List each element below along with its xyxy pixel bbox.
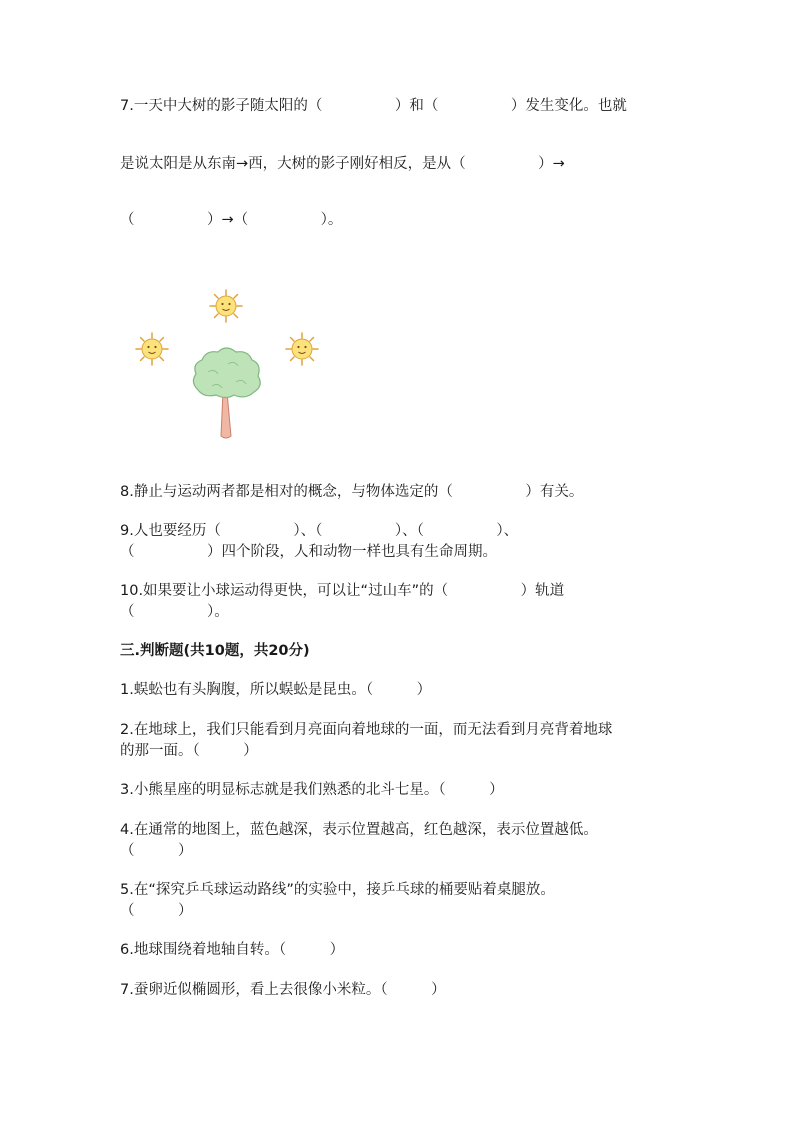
q9-line-2: （ ）四个阶段，人和动物一样也具有生命周期。 [120, 544, 497, 560]
sun-icon-right [286, 333, 318, 365]
judgement-1: 1.蜈蚣也有头胸腹，所以蜈蚣是昆虫。（ ） [120, 682, 432, 698]
q7-line-3: （ ）→（ ）。 [120, 212, 343, 228]
sun-icon-left [136, 333, 168, 365]
q7-line-1: 7.一天中大树的影子随太阳的（ ）和（ ）发生变化。也就 [120, 98, 627, 114]
q10-line-1: 10.如果要让小球运动得更快，可以让“过山车”的（ ）轨道 [120, 583, 565, 599]
sun-tree-illustration [128, 282, 328, 447]
judgement-5-line-2: （ ） [120, 903, 193, 919]
judgement-5-line-1: 5.在“探究乒乓球运动路线”的实验中，接乒乓球的桶要贴着桌腿放。 [120, 882, 555, 898]
judgement-3: 3.小熊星座的明显标志就是我们熟悉的北斗七星。（ ） [120, 782, 504, 798]
judgement-2-line-2: 的那一面。（ ） [120, 743, 258, 759]
tree-icon [193, 348, 260, 438]
sun-icon-top [210, 290, 242, 322]
q9-line-1: 9.人也要经历（ ）、（ ）、（ ）、 [120, 523, 519, 539]
question-8: 8.静止与运动两者都是相对的概念，与物体选定的（ ）有关。 [120, 484, 584, 500]
judgement-7: 7.蚕卵近似椭圆形，看上去很像小米粒。（ ） [120, 982, 446, 998]
judgement-4-line-1: 4.在通常的地图上，蓝色越深，表示位置越高，红色越深，表示位置越低。 [120, 822, 598, 838]
q10-line-2: （ ）。 [120, 604, 229, 620]
judgement-6: 6.地球围绕着地轴自转。（ ） [120, 942, 345, 958]
judgement-2-line-1: 2.在地球上，我们只能看到月亮面向着地球的一面，而无法看到月亮背着地球 [120, 722, 613, 738]
judgement-4-line-2: （ ） [120, 843, 193, 859]
section-heading: 三.判断题(共10题，共20分) [120, 643, 310, 659]
q7-line-2: 是说太阳是从东南→西，大树的影子刚好相反，是从（ ）→ [120, 156, 565, 172]
